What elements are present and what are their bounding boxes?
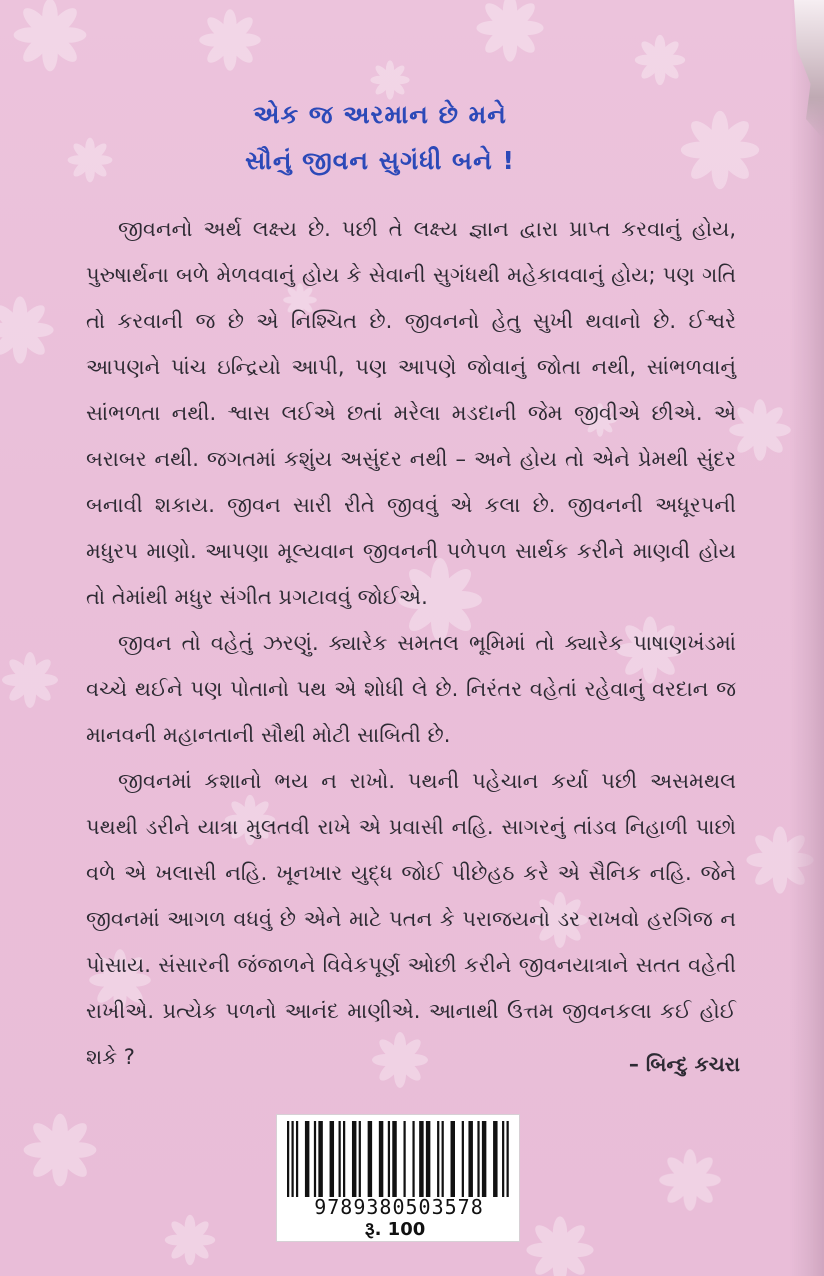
- barcode-bar: [482, 1121, 486, 1197]
- barcode-bar: [343, 1121, 345, 1197]
- barcode-bar: [462, 1121, 464, 1197]
- barcode-bar: [507, 1121, 509, 1197]
- barcode-bar: [451, 1121, 455, 1197]
- barcode-bar: [426, 1121, 430, 1197]
- barcode-bar: [368, 1121, 372, 1197]
- isbn-number: 9789380503578: [314, 1195, 484, 1219]
- barcode-bar: [359, 1121, 361, 1197]
- barcode-label: [276, 1114, 520, 1242]
- barcode-bar: [379, 1121, 383, 1197]
- blurb-text: [86, 206, 736, 1080]
- barcode-bar: [352, 1121, 356, 1197]
- spine-edge: [790, 0, 824, 1276]
- barcode-bar: [468, 1121, 472, 1197]
- barcode-bar: [437, 1121, 439, 1197]
- paragraph-2: જીવન તો વહેતું ઝરણું. ક્યારેક સમતલ ભૂમિમાં તો ક્યારેક પાષાણખંડમાં વચ્ચે થઈને પણ પોતાનો પથ એ શોધી લે છે. નિરંતર વહેતાં રહેવાનું વરદાન જ માનવની મહાનતાની સૌથી મોટી સાબિતી છે.: [86, 631, 736, 747]
- barcode-bar: [403, 1121, 405, 1197]
- barcode-bar: [339, 1121, 341, 1197]
- barcode-bar: [419, 1121, 423, 1197]
- barcode-bar: [502, 1121, 504, 1197]
- barcode-bar: [412, 1121, 414, 1197]
- barcode-bar: [291, 1121, 293, 1197]
- barcode-bar: [314, 1121, 316, 1197]
- barcode-bar: [318, 1121, 322, 1197]
- paragraph-1: જીવનનો અર્થ લક્ષ્ય છે. પછી તે લક્ષ્ય જ્ઞાન દ્વારા પ્રાપ્ત કરવાનું હોય, પુરુષાર્થના બળે મેળવવાનું હોય કે સેવાની સુગંધથી મહેકાવવાનું હોય; પણ ગતિ તો કરવાની જ છે એ નિશ્ચિત છે. જીવનનો હેતુ સુખી થવાનો છે. ઈશ્વરે આપણને પાંચ ઇન્દ્રિયો આપી, પણ આપણે જોવાનું જોતા નથી, સાંભળવાનું સાંભળતા નથી. શ્વાસ લઈએ છતાં મરેલા મડદાની જેમ જીવીએ છીએ. એ બરાબર નથી. જગતમાં કશુંય અસુંદર નથી – અને હોય તો એને પ્રેમથી સુંદર બનાવી શકાય. જીવન સારી રીતે જીવવું એ કલા છે. જીવનની અધૂરપની મધુરપ માણો. આપણા મૂલ્યવાન જીવનની પળેપળ સાર્થક કરીને માણવી હોય તો તેમાંથી મધુર સંગીત પ્રગટાવવું જોઈએ.: [86, 217, 736, 609]
- barcode-bar: [287, 1121, 289, 1197]
- barcode-bar: [330, 1121, 334, 1197]
- author-signature: – બિન્દુ કચરા: [628, 1052, 740, 1076]
- heading-line-1: એક જ અરમાન છે મને: [253, 100, 507, 129]
- barcode-bar: [392, 1121, 396, 1197]
- barcode-bar: [296, 1121, 298, 1197]
- price-tag: રૂ. 100: [365, 1219, 426, 1240]
- barcode-bar: [442, 1121, 444, 1197]
- paragraph-3: જીવનમાં કશાનો ભય ન રાખો. પથની પહેચાન કર્યા પછી અસમથલ પથથી ડરીને યાત્રા મુલતવી રાખે એ પ્રવાસી નહિ. સાગરનું તાંડવ નિહાળી પાછો વળે એ ખલાસી નહિ. ખૂનખાર યુદ્ધ જોઈ પીછેહઠ કરે એ સૈનિક નહિ. જેને જીવનમાં આગળ વધવું છે એને માટે પતન કે પરાજયનો ડર રાખવો હરગિજ ન પોસાય. સંસારની જંજાળને વિવેકપૂર્ણ ઓછી કરીને જીવનયાત્રાને સતત વહેતી રાખીએ. પ્રત્યેક પળનો આનંદ માણીએ. આનાથી ઉત્તમ જીવનકલા કઈ હોઈ શકે ?: [86, 769, 736, 1069]
- barcode-bars: [287, 1121, 511, 1197]
- barcode-bar: [493, 1121, 497, 1197]
- barcode-bar: [477, 1121, 479, 1197]
- barcode-bar: [305, 1121, 309, 1197]
- heading-line-2: સૌનું જીવન સુગંધી બને !: [245, 146, 515, 175]
- barcode-bar: [388, 1121, 390, 1197]
